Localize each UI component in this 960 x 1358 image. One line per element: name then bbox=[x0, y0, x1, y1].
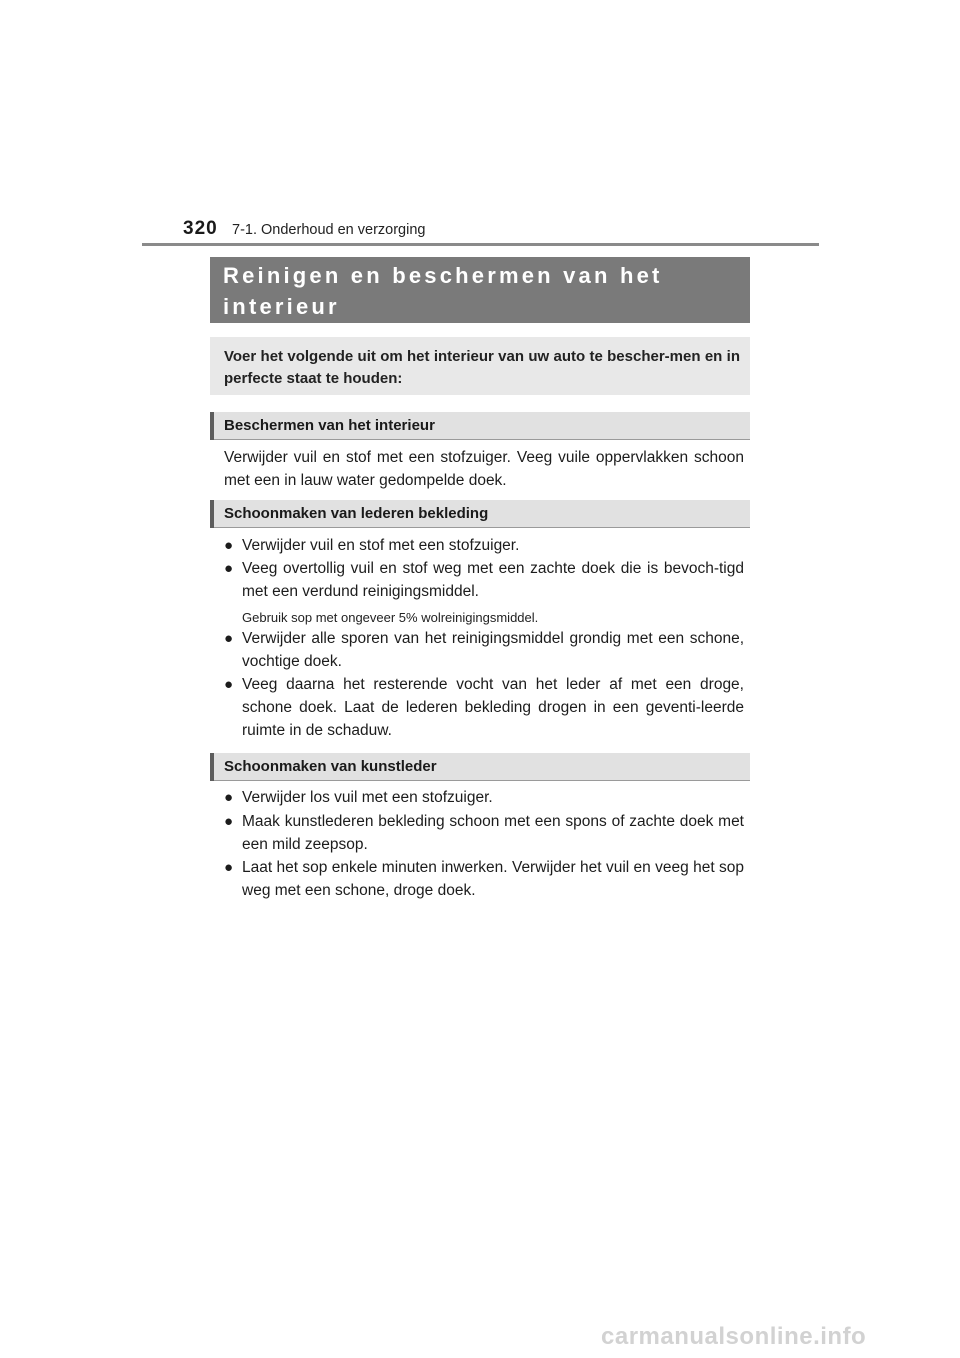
section-title-line-1: Reinigen en beschermen van het interieur bbox=[223, 263, 663, 319]
list-item bbox=[224, 534, 744, 557]
bullet-icon: ● bbox=[224, 789, 234, 806]
note-text: Gebruik sop met ongeveer 5% wolreinigingsmiddel. bbox=[242, 610, 539, 625]
chapter-title: 7-1. Onderhoud en verzorging bbox=[232, 222, 426, 238]
list-item bbox=[224, 557, 744, 603]
section-title-box bbox=[210, 257, 750, 323]
list-item bbox=[224, 856, 744, 902]
list-item-text: Maak kunstlederen bekleding schoon met een spons of zachte doek met een mild zeepsop. bbox=[242, 813, 744, 853]
bullet-icon: ● bbox=[224, 630, 234, 647]
page-number: 320 bbox=[183, 218, 218, 239]
list-item bbox=[224, 673, 744, 742]
list-item bbox=[224, 627, 744, 673]
heading-leather-cleaning: Schoonmaken van lederen bekleding bbox=[210, 500, 750, 528]
header-rule bbox=[142, 243, 819, 246]
heading-protect-interior: Beschermen van het interieur bbox=[210, 412, 750, 440]
list-item-text: Veeg daarna het resterende vocht van het leder af met een droge, schone doek. Laat de lederen bekleding drogen in een geventi-leerde ruimte in de schaduw. bbox=[242, 676, 744, 739]
bullet-icon: ● bbox=[224, 813, 234, 830]
bullet-icon: ● bbox=[224, 859, 234, 876]
intro-box bbox=[210, 337, 750, 395]
bullet-icon: ● bbox=[224, 537, 234, 554]
intro-text: Voer het volgende uit om het interieur van uw auto te bescher-men en in perfecte staat te houden: bbox=[224, 348, 740, 387]
bullet-icon: ● bbox=[224, 560, 234, 577]
paragraph-protect-interior: Verwijder vuil en stof met een stofzuiger. Veeg vuile oppervlakken schoon met een in lauw water gedompelde doek. bbox=[224, 449, 744, 489]
list-item bbox=[224, 810, 744, 856]
watermark: carmanualsonline.info bbox=[601, 1323, 867, 1350]
list-item-text: Verwijder los vuil met een stofzuiger. bbox=[242, 789, 493, 806]
list-item bbox=[224, 786, 744, 809]
list-item-text: Laat het sop enkele minuten inwerken. Verwijder het vuil en veeg het sop weg met een schone, droge doek. bbox=[242, 859, 744, 899]
list-item-text: Verwijder alle sporen van het reinigingsmiddel grondig met een schone, vochtige doek. bbox=[242, 630, 744, 670]
bullet-icon: ● bbox=[224, 676, 234, 693]
list-item-text: Veeg overtollig vuil en stof weg met een zachte doek die is bevoch-tigd met een verdund reinigingsmiddel. bbox=[242, 560, 744, 600]
list-item-text: Verwijder vuil en stof met een stofzuiger. bbox=[242, 537, 520, 554]
heading-synthetic-leather: Schoonmaken van kunstleder bbox=[210, 753, 750, 781]
